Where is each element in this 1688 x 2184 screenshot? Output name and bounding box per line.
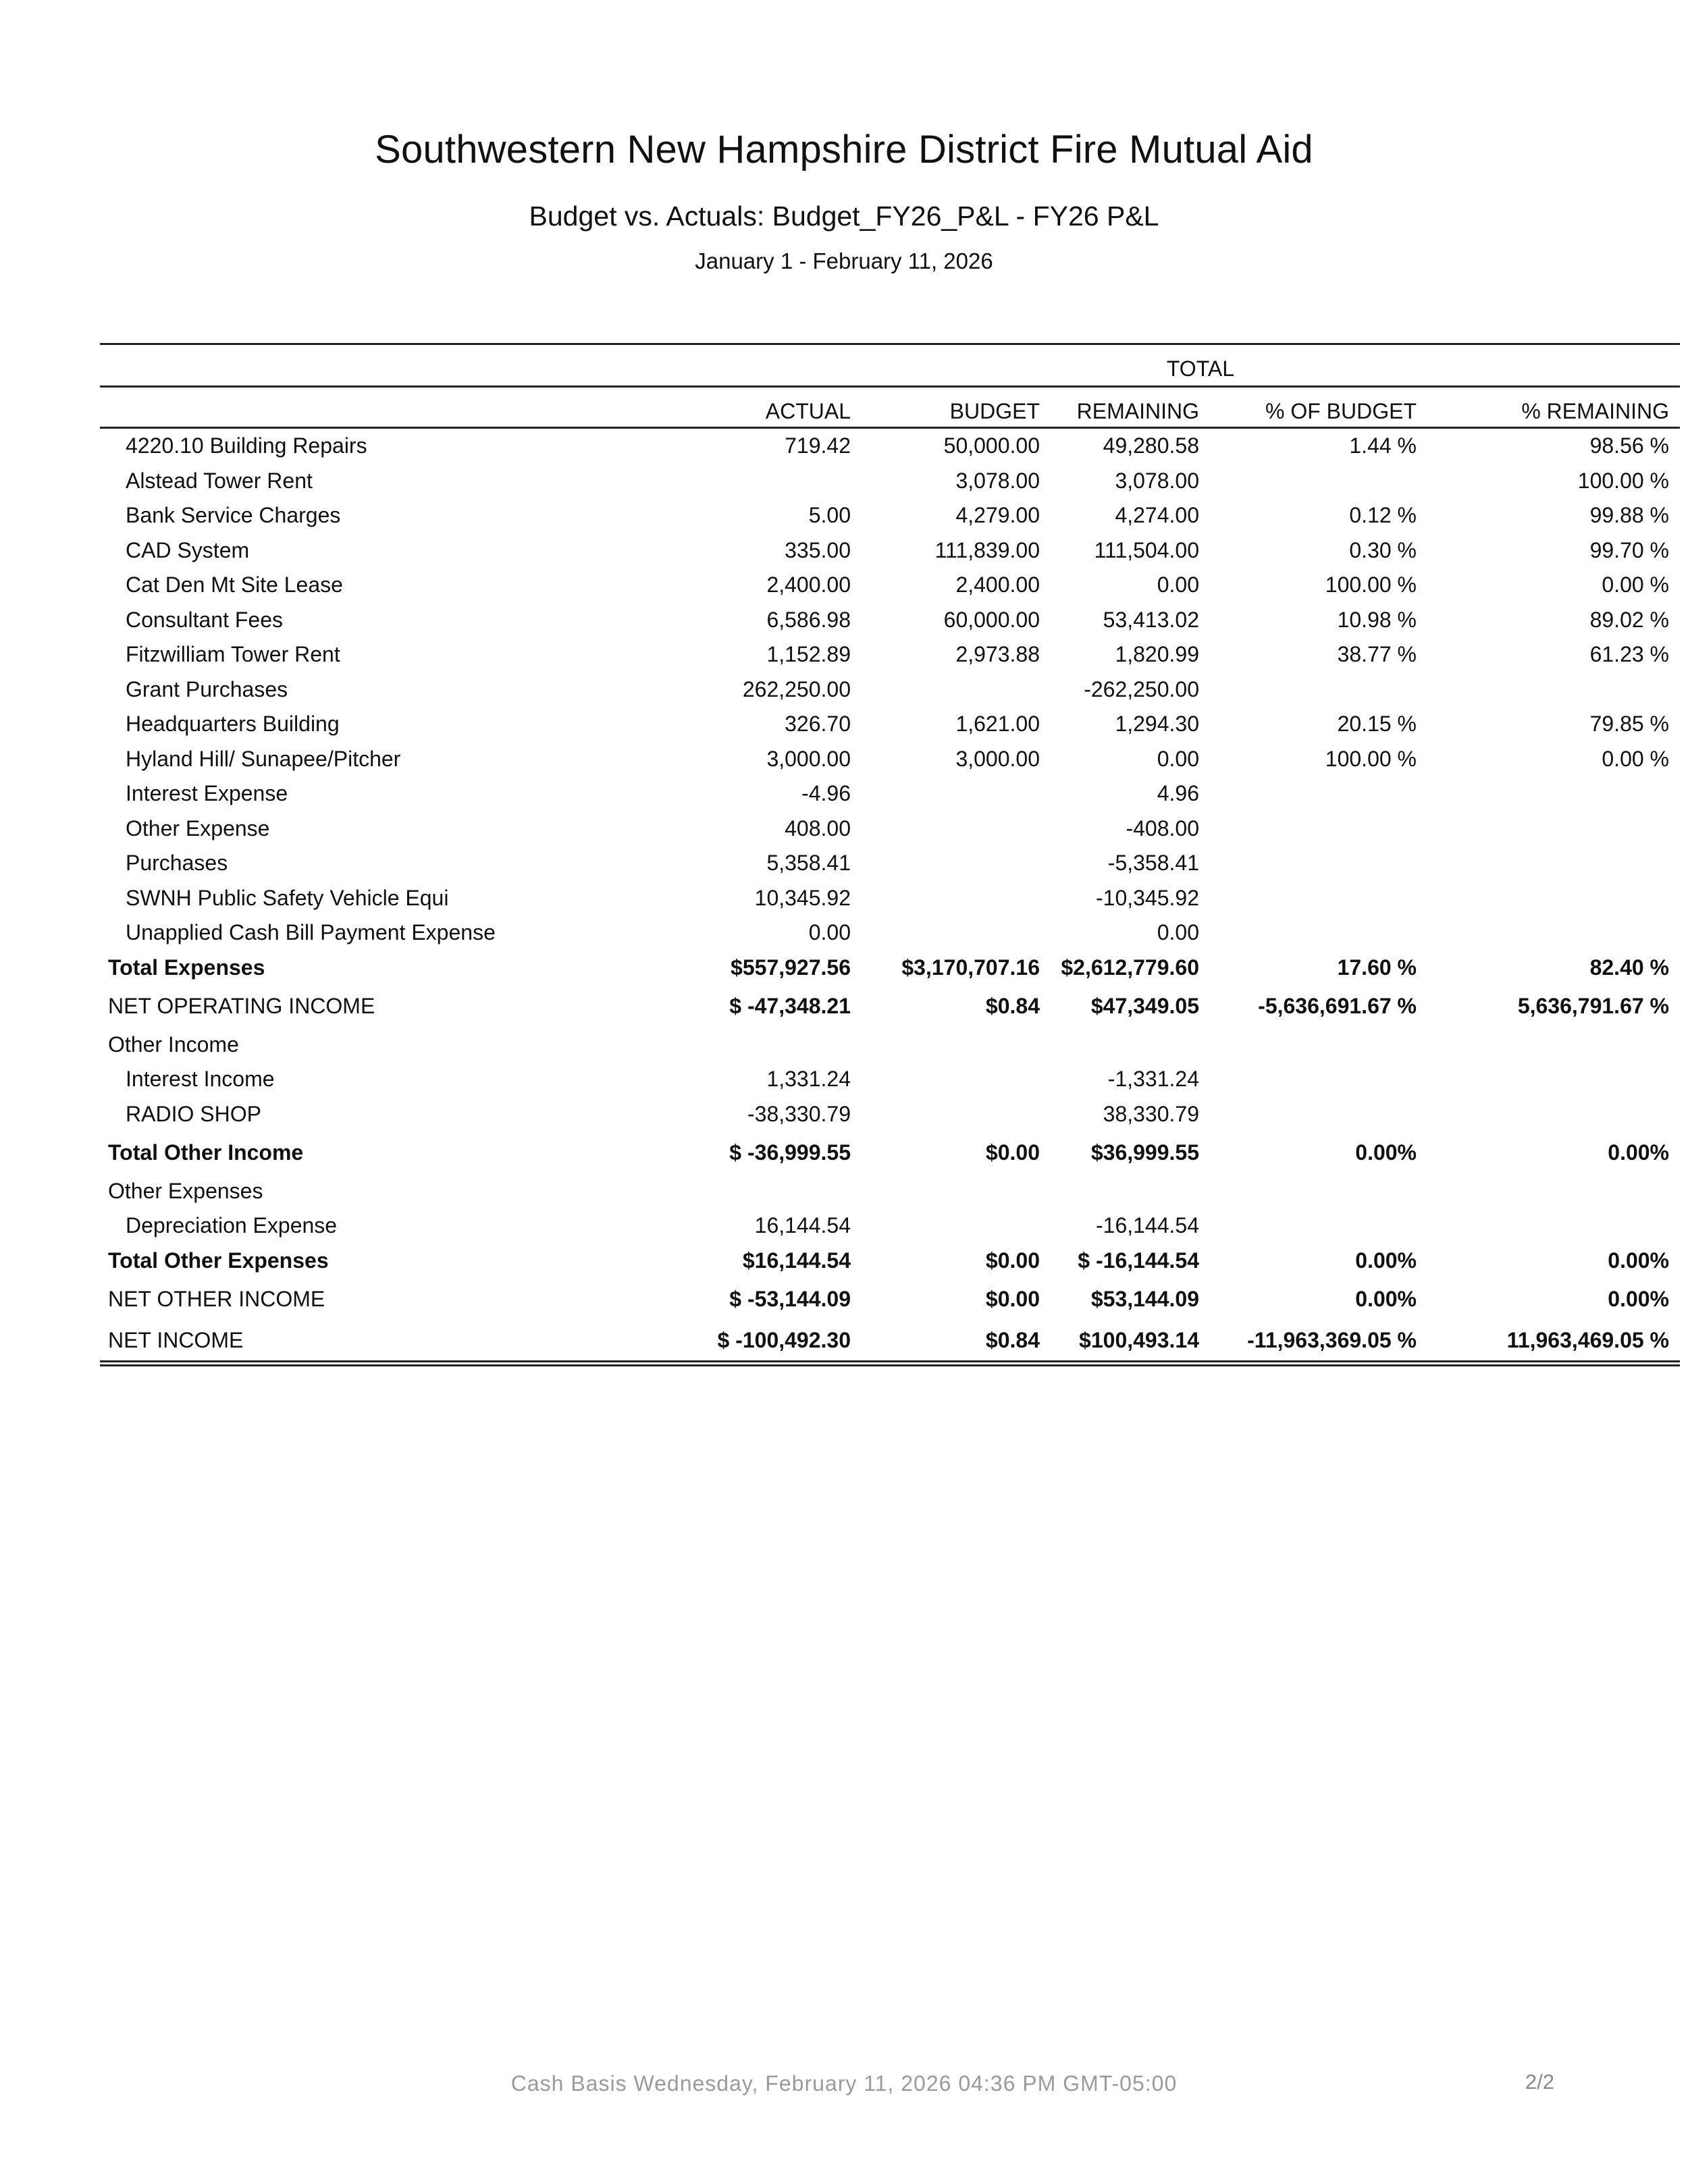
pct-of-budget-value: 20.15 %	[1337, 712, 1417, 737]
column-header-budget: BUDGET	[863, 387, 1052, 428]
column-header-actual: ACTUAL	[606, 387, 863, 428]
actual-value: 5,358.41	[766, 851, 851, 876]
pct-of-budget-value: -11,963,369.05 %	[1234, 1320, 1457, 1364]
actual-value: 262,250.00	[742, 676, 851, 701]
budget-value: 2,400.00	[955, 572, 1040, 597]
table-row	[100, 672, 1680, 708]
actual-value: 408.00	[785, 816, 851, 841]
account-label: Alstead Tower Rent	[126, 468, 313, 493]
pct-remaining-value	[1457, 1208, 1680, 1244]
pct-remaining-value: 5,636,791.67 %	[1517, 993, 1669, 1018]
pct-remaining-value: 0.00%	[1608, 1140, 1669, 1165]
remaining-value: $2,612,779.60	[1061, 955, 1199, 980]
other-income-section-row	[100, 1027, 1680, 1062]
remaining-value: 1,294.30	[1115, 712, 1199, 737]
net-operating-income-row	[100, 985, 1680, 1027]
pct-of-budget-value	[1234, 846, 1457, 881]
group-header-row	[100, 344, 1680, 387]
account-label: Unapplied Cash Bill Payment Expense	[126, 920, 496, 945]
table-row	[100, 1097, 1680, 1132]
account-label: Headquarters Building	[126, 712, 340, 737]
pct-remaining-value: 100.00 %	[1577, 468, 1669, 493]
budget-vs-actuals-table	[100, 343, 1669, 1366]
remaining-value: 3,078.00	[1115, 468, 1199, 493]
budget-value: 2,973.88	[955, 642, 1040, 667]
remaining-value: $100,493.14	[1052, 1320, 1234, 1364]
remaining-value: 1,820.99	[1115, 642, 1199, 667]
pct-of-budget-value: 17.60 %	[1337, 955, 1417, 980]
table-row	[100, 1208, 1680, 1244]
remaining-value: 0.00	[1157, 746, 1199, 771]
pct-of-budget-value: 1.44 %	[1349, 433, 1417, 458]
actual-value: 0.00	[808, 920, 851, 945]
remaining-value: 4.96	[1157, 781, 1199, 806]
remaining-value: -408.00	[1126, 816, 1199, 841]
pct-remaining-value	[1457, 881, 1680, 916]
pct-of-budget-value: 10.98 %	[1337, 607, 1417, 632]
remaining-value: -10,345.92	[1095, 885, 1199, 910]
actual-value: $ -47,348.21	[729, 993, 851, 1018]
pct-remaining-value	[1457, 1097, 1680, 1132]
actual-value: -4.96	[801, 781, 851, 806]
total-group-header: TOTAL	[1052, 344, 1234, 387]
account-label: 4220.10 Building Repairs	[126, 433, 367, 458]
section-label: Other Expenses	[108, 1178, 263, 1203]
budget-value: $0.00	[985, 1248, 1040, 1273]
remaining-value: 49,280.58	[1103, 433, 1199, 458]
section-label: Other Income	[108, 1032, 239, 1057]
account-label: Depreciation Expense	[126, 1213, 338, 1238]
pct-of-budget-value: 38.77 %	[1337, 642, 1417, 667]
remaining-value: -262,250.00	[1084, 676, 1199, 701]
account-label: Bank Service Charges	[126, 503, 341, 528]
pct-remaining-value	[1457, 776, 1680, 811]
pct-remaining-value: 89.02 %	[1589, 607, 1669, 632]
account-label: Cat Den Mt Site Lease	[126, 572, 343, 597]
pct-remaining-value	[1457, 846, 1680, 881]
column-header-pct-of-budget: % OF BUDGET	[1234, 387, 1457, 428]
account-label: Total Other Expenses	[108, 1248, 329, 1273]
pct-of-budget-value	[1234, 776, 1457, 811]
budget-value	[863, 672, 1052, 708]
actual-value: 1,331.24	[766, 1067, 851, 1092]
table-row	[100, 428, 1680, 464]
account-label: Purchases	[126, 851, 228, 876]
pct-of-budget-value: 100.00 %	[1325, 746, 1417, 771]
account-label: Fitzwilliam Tower Rent	[126, 642, 340, 667]
pct-of-budget-value	[1234, 464, 1457, 499]
actual-value: 719.42	[785, 433, 851, 458]
pct-remaining-value: 82.40 %	[1589, 955, 1669, 980]
pct-of-budget-value	[1234, 672, 1457, 708]
table-row	[100, 464, 1680, 499]
table-row	[100, 603, 1680, 638]
budget-value	[863, 1062, 1052, 1097]
budget-value	[863, 846, 1052, 881]
pct-of-budget-value: 0.00%	[1355, 1140, 1417, 1165]
budget-value: $3,170,707.16	[901, 955, 1040, 980]
budget-value	[863, 811, 1052, 847]
remaining-value: 0.00	[1157, 572, 1199, 597]
table-row	[100, 568, 1680, 603]
table-row	[100, 881, 1680, 916]
actual-value: $557,927.56	[731, 955, 851, 980]
remaining-value: -1,331.24	[1107, 1067, 1199, 1092]
budget-value	[863, 776, 1052, 811]
pct-remaining-value: 98.56 %	[1589, 433, 1669, 458]
column-header-row	[100, 387, 1680, 428]
account-label: Interest Income	[126, 1067, 275, 1092]
actual-value: $ -53,144.09	[729, 1286, 851, 1311]
actual-value: 1,152.89	[766, 642, 851, 667]
remaining-value: $ -16,144.54	[1078, 1248, 1199, 1273]
actual-value: -38,330.79	[747, 1101, 851, 1126]
actual-value: 10,345.92	[754, 885, 851, 910]
table-row	[100, 533, 1680, 568]
other-expenses-section-row	[100, 1173, 1680, 1208]
pct-remaining-value: 0.00 %	[1602, 746, 1669, 771]
budget-value: 111,839.00	[934, 537, 1040, 562]
budget-value: 3,000.00	[955, 746, 1040, 771]
page-number: 2/2	[1525, 2070, 1554, 2094]
budget-value: 50,000.00	[943, 433, 1040, 458]
budget-value: $0.00	[985, 1140, 1040, 1165]
remaining-value: 0.00	[1157, 920, 1199, 945]
pct-of-budget-value	[1234, 881, 1457, 916]
pct-of-budget-value: 100.00 %	[1325, 572, 1417, 597]
column-header-remaining: REMAINING	[1052, 387, 1234, 428]
pct-remaining-value: 11,963,469.05 %	[1457, 1320, 1680, 1364]
budget-value	[863, 915, 1052, 951]
budget-value: 4,279.00	[955, 503, 1040, 528]
table-row	[100, 846, 1680, 881]
pct-remaining-value: 79.85 %	[1589, 712, 1669, 737]
budget-value: $0.84	[863, 1320, 1052, 1364]
account-label: Total Expenses	[108, 955, 265, 980]
total-other-expenses-row	[100, 1244, 1680, 1279]
account-label: Total Other Income	[108, 1140, 304, 1165]
remaining-value: $36,999.55	[1090, 1140, 1199, 1165]
budget-value: 3,078.00	[955, 468, 1040, 493]
actual-value: 6,586.98	[766, 607, 851, 632]
pct-remaining-value	[1457, 811, 1680, 847]
report-title: Budget vs. Actuals: Budget_FY26_P&L - FY26 P&L	[529, 201, 1159, 232]
pct-of-budget-value	[1234, 811, 1457, 847]
account-label: Consultant Fees	[126, 607, 284, 632]
pct-remaining-value: 0.00 %	[1602, 572, 1669, 597]
table-body	[100, 428, 1680, 1364]
actual-value: 5.00	[808, 503, 851, 528]
budget-value: $0.00	[985, 1286, 1040, 1311]
pct-of-budget-value: 0.00%	[1355, 1286, 1417, 1311]
pct-of-budget-value: -5,636,691.67 %	[1258, 993, 1417, 1018]
remaining-value: 53,413.02	[1103, 607, 1199, 632]
table-row	[100, 915, 1680, 951]
pct-remaining-value: 99.70 %	[1589, 537, 1669, 562]
actual-value: 16,144.54	[754, 1213, 851, 1238]
pct-of-budget-value	[1234, 1097, 1457, 1132]
actual-value: 335.00	[785, 537, 851, 562]
actual-value	[606, 464, 863, 499]
pct-remaining-value	[1457, 1062, 1680, 1097]
actual-value: $ -100,492.30	[606, 1320, 863, 1364]
column-header-account	[100, 387, 606, 428]
budget-value: 60,000.00	[943, 607, 1040, 632]
account-label: Other Expense	[126, 816, 270, 841]
total-expenses-row	[100, 951, 1680, 986]
account-label: Hyland Hill/ Sunapee/Pitcher	[126, 746, 401, 771]
account-label: CAD System	[126, 537, 250, 562]
pct-of-budget-value	[1234, 1208, 1457, 1244]
pct-of-budget-value	[1234, 915, 1457, 951]
actual-value: 3,000.00	[766, 746, 851, 771]
account-label: NET OTHER INCOME	[108, 1286, 325, 1311]
table-row	[100, 707, 1680, 742]
budget-value	[863, 1097, 1052, 1132]
pct-remaining-value: 0.00%	[1608, 1248, 1669, 1273]
remaining-value: $47,349.05	[1090, 993, 1199, 1018]
table-row	[100, 776, 1680, 811]
account-label: NET INCOME	[100, 1320, 606, 1364]
pct-of-budget-value: 0.00%	[1355, 1248, 1417, 1273]
pct-remaining-value: 0.00%	[1608, 1286, 1669, 1311]
net-other-income-row	[100, 1278, 1680, 1320]
table-row	[100, 637, 1680, 672]
company-name: Southwestern New Hampshire District Fire Mutual Aid	[375, 128, 1313, 171]
pct-remaining-value	[1457, 915, 1680, 951]
account-label: Grant Purchases	[126, 676, 288, 701]
remaining-value: -16,144.54	[1095, 1213, 1199, 1238]
remaining-value: -5,358.41	[1107, 851, 1199, 876]
pct-of-budget-value: 0.30 %	[1349, 537, 1417, 562]
remaining-value: 4,274.00	[1115, 503, 1199, 528]
pct-remaining-value	[1457, 672, 1680, 708]
actual-value: $16,144.54	[742, 1248, 851, 1273]
account-label: NET OPERATING INCOME	[108, 993, 375, 1018]
table-row	[100, 1062, 1680, 1097]
remaining-value: $53,144.09	[1090, 1286, 1199, 1311]
actual-value: $ -36,999.55	[729, 1140, 851, 1165]
account-label: RADIO SHOP	[126, 1101, 261, 1126]
budget-value	[863, 1208, 1052, 1244]
budget-value: $0.84	[985, 993, 1040, 1018]
budget-value	[863, 881, 1052, 916]
column-header-pct-remaining: % REMAINING	[1457, 387, 1680, 428]
table-row	[100, 742, 1680, 777]
pct-remaining-value: 61.23 %	[1589, 642, 1669, 667]
pct-of-budget-value	[1234, 1062, 1457, 1097]
net-income-row	[100, 1320, 1680, 1364]
table-row	[100, 811, 1680, 847]
remaining-value: 38,330.79	[1103, 1101, 1199, 1126]
pct-remaining-value: 99.88 %	[1589, 503, 1669, 528]
remaining-value: 111,504.00	[1094, 537, 1199, 562]
budget-value: 1,621.00	[955, 712, 1040, 737]
actual-value: 326.70	[785, 712, 851, 737]
report-period: January 1 - February 11, 2026	[695, 248, 993, 273]
total-other-income-row	[100, 1131, 1680, 1173]
table-row	[100, 498, 1680, 533]
account-label: Interest Expense	[126, 781, 288, 806]
actual-value: 2,400.00	[766, 572, 851, 597]
pct-of-budget-value: 0.12 %	[1349, 503, 1417, 528]
footer-note: Cash Basis Wednesday, February 11, 2026 04:36 PM GMT-05:00	[510, 2071, 1178, 2096]
account-label: SWNH Public Safety Vehicle Equi	[126, 885, 449, 910]
